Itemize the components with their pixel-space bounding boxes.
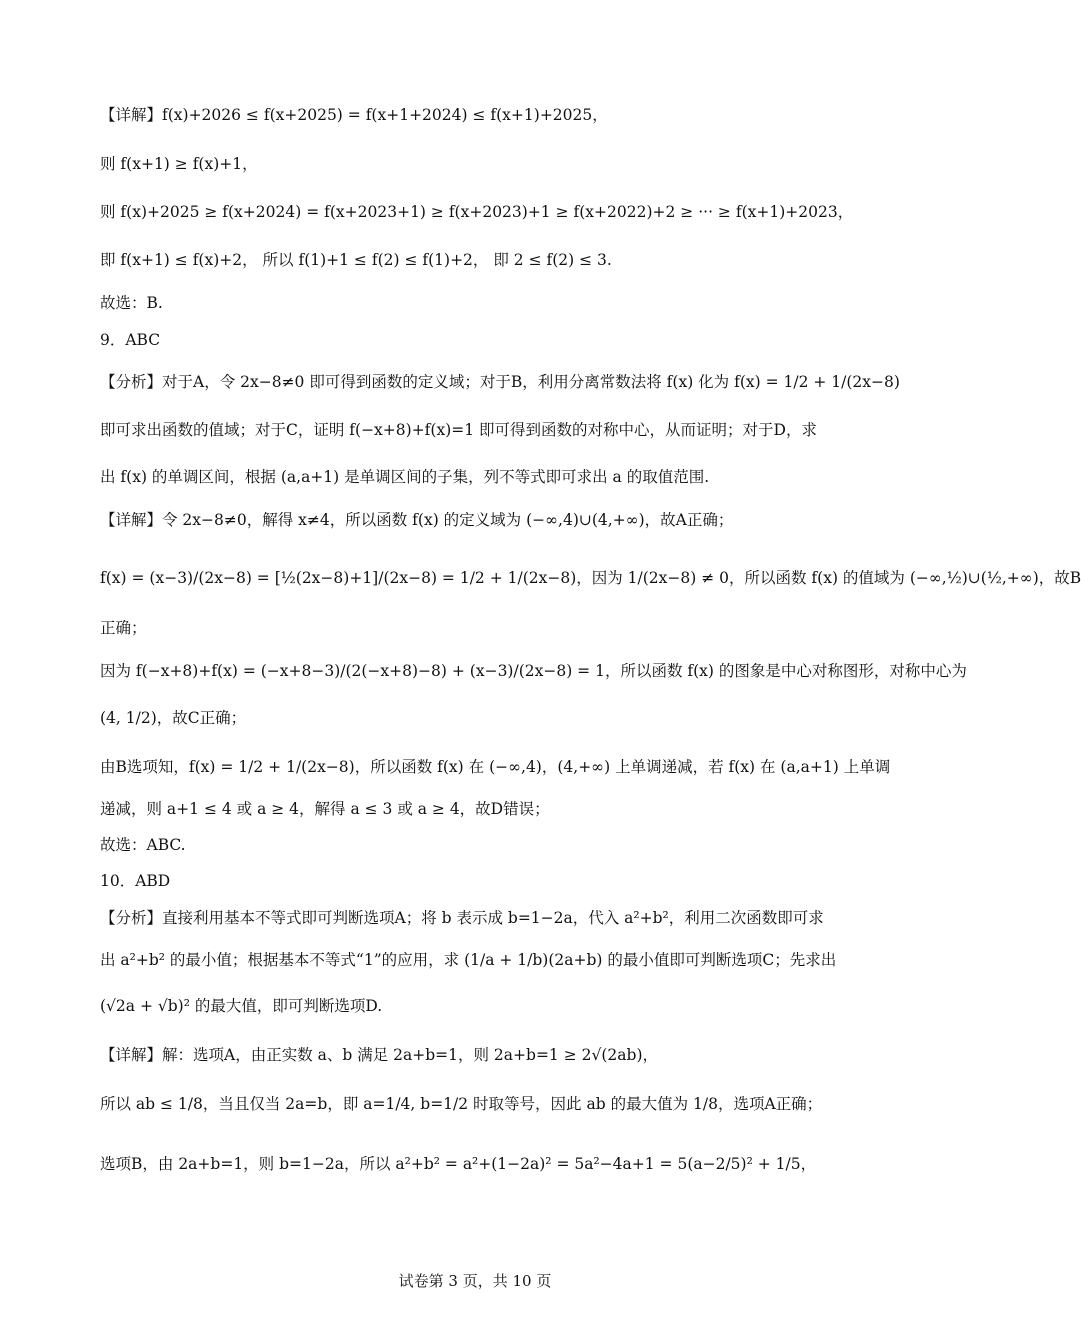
- text-line: 【详解】f(x)+2026 ≤ f(x+2025) = f(x+1+2024) ≤ f(x+1)+2025，: [100, 106, 608, 124]
- text-line: 即 f(x+1) ≤ f(x)+2， 所以 f(1)+1 ≤ f(2) ≤ f(1)+2， 即 2 ≤ f(2) ≤ 3.: [100, 251, 612, 269]
- text-line: (4, 1/2)，故C正确；: [100, 709, 247, 727]
- text-line: 因为 f(−x+8)+f(x) = (−x+8−3)/(2(−x+8)−8) + (x−3)/(2x−8) = 1，所以函数 f(x) 的图象是中心对称图形，对称中心为: [100, 662, 967, 680]
- text-line: 所以 ab ≤ 1/8，当且仅当 2a=b，即 a=1/4, b=1/2 时取等号，因此 ab 的最大值为 1/8，选项A正确；: [100, 1095, 823, 1113]
- text-line: f(x) = (x−3)/(2x−8) = [½(2x−8)+1]/(2x−8) = 1/2 + 1/(2x−8)，因为 1/(2x−8) ≠ 0，所以函数 f(x) 的值域为 (−∞,½)∪(½,+∞)，故B: [100, 569, 1081, 587]
- question-number: 9．ABC: [100, 331, 161, 349]
- text-line: 【分析】直接利用基本不等式即可判断选项A；将 b 表示成 b=1−2a，代入 a²+b²，利用二次函数即可求: [100, 909, 824, 927]
- text-line: 故选：ABC.: [100, 836, 186, 854]
- text-line: 则 f(x+1) ≥ f(x)+1，: [100, 155, 258, 173]
- text-line: 【详解】解：选项A，由正实数 a、b 满足 2a+b=1，则 2a+b=1 ≥ 2√(2ab)，: [100, 1046, 658, 1064]
- text-line: 递减，则 a+1 ≤ 4 或 a ≥ 4，解得 a ≤ 3 或 a ≥ 4，故D错误；: [100, 800, 550, 818]
- question-number: 10．ABD: [100, 872, 171, 890]
- text-line: 故选：B.: [100, 294, 163, 312]
- text-line: 选项B，由 2a+b=1，则 b=1−2a，所以 a²+b² = a²+(1−2a)² = 5a²−4a+1 = 5(a−2/5)² + 1/5，: [100, 1155, 817, 1173]
- text-line: 出 a²+b² 的最小值；根据基本不等式“1”的应用，求 (1/a + 1/b)(2a+b) 的最小值即可判断选项C；先求出: [100, 951, 837, 969]
- text-line: 由B选项知，f(x) = 1/2 + 1/(2x−8)，所以函数 f(x) 在 (−∞,4)，(4,+∞) 上单调递减，若 f(x) 在 (a,a+1) 上单调: [100, 758, 891, 776]
- text-line: 【分析】对于A，令 2x−8≠0 即可得到函数的定义域；对于B，利用分离常数法将 f(x) 化为 f(x) = 1/2 + 1/(2x−8): [100, 373, 900, 391]
- text-line: 【详解】令 2x−8≠0，解得 x≠4，所以函数 f(x) 的定义域为 (−∞,4)∪(4,+∞)，故A正确；: [100, 511, 734, 529]
- page-footer: 试卷第 3 页，共 10 页: [398, 1272, 552, 1290]
- text-line: 出 f(x) 的单调区间，根据 (a,a+1) 是单调区间的子集，列不等式即可求出 a 的取值范围.: [100, 468, 710, 486]
- text-line: 正确；: [100, 619, 147, 637]
- text-line: 即可求出函数的值域；对于C，证明 f(−x+8)+f(x)=1 即可得到函数的对称中心，从而证明；对于D，求: [100, 421, 817, 439]
- text-line: (√2a + √b)² 的最大值，即可判断选项D.: [100, 997, 383, 1015]
- text-line: 则 f(x)+2025 ≥ f(x+2024) = f(x+2023+1) ≥ f(x+2023)+1 ≥ f(x+2022)+2 ≥ ··· ≥ f(x+1)+2023，: [100, 203, 854, 221]
